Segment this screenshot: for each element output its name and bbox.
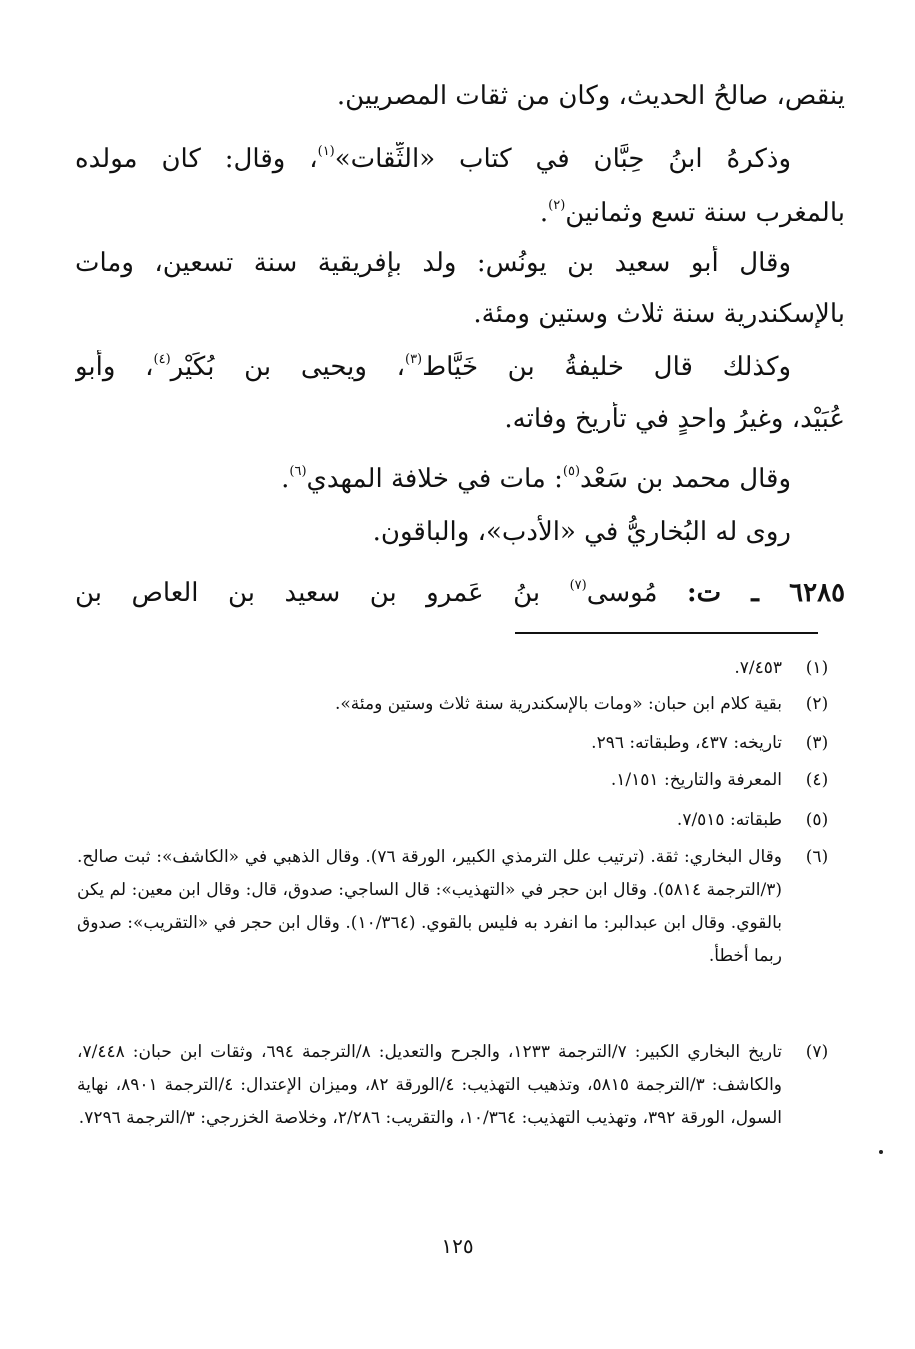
text-segment: وكذلك قال خليفةُ بن خَيَّاط xyxy=(422,352,792,382)
footnote-text: تاريخه: ٤٣٧، وطبقاته: ٢٩٦. xyxy=(591,733,782,753)
main-text-line-5 xyxy=(75,297,845,331)
text-segment: بنُ عَمرو بن سعيد بن العاص بن xyxy=(75,578,541,608)
text-segment: . xyxy=(281,464,290,494)
footnote-2 xyxy=(77,688,837,721)
text-segment: : مات في خلافة المهدي xyxy=(306,464,563,494)
text-segment: بالمغرب سنة تسع وثمانين xyxy=(565,198,845,228)
footnote-number: (٢) xyxy=(805,694,829,714)
text-segment: ينقص، صالحُ الحديث، وكان من ثقات المصريين. xyxy=(336,81,845,111)
footnote-7 xyxy=(77,1036,837,1135)
footnote-text: وقال البخاري: ثقة. (ترتيب علل الترمذي الكبير، الورقة ٧٦). وقال الذهبي في «الكاشف»: ثبت صالح. (٣/الترجمة ٥٨١٤). وقال ابن حجر في «التهذيب»: قال الساجي: صدوق، قال: وقال ابن معين: لم يكن بالقوي. وقال ابن عبدالبر: ما انفرد به فليس بالقوي. (١٠/٣٦٤). وقال ابن حجر في «التقريب»: صدوق ربما أخطأ. xyxy=(77,847,783,966)
text-segment: ، ويحيى بن بُكَيْر xyxy=(170,352,405,382)
main-text-line-7 xyxy=(75,402,845,436)
main-text-line-10 xyxy=(75,576,845,610)
scan-dot xyxy=(879,1150,883,1154)
footnote-number: (١) xyxy=(805,658,829,678)
footnote-number: (٧) xyxy=(805,1042,829,1062)
main-text-line-3 xyxy=(75,196,845,230)
footnote-6 xyxy=(77,841,837,973)
text-segment: وقال محمد بن سَعْد xyxy=(580,464,791,494)
text-segment: وذكرهُ ابنُ حِبَّان في كتاب «الثِّقات» xyxy=(334,144,791,174)
footnote-number: (٥) xyxy=(805,810,829,830)
footnote-3 xyxy=(77,727,837,760)
footnote-number: (٣) xyxy=(805,733,829,753)
main-text-line-4 xyxy=(75,246,845,280)
footnote-ref-2[interactable]: (٢) xyxy=(548,198,566,213)
footnote-5 xyxy=(77,804,837,837)
footnote-separator xyxy=(515,632,818,634)
page-number: ١٢٥ xyxy=(441,1234,474,1258)
footnote-ref-1[interactable]: (١) xyxy=(317,144,335,159)
text-segment: وقال أبو سعيد بن يونُس: ولد بإفريقية سنة تسعين، ومات xyxy=(75,248,791,278)
text-segment: . xyxy=(539,198,549,228)
footnote-text: تاريخ البخاري الكبير: ٧/الترجمة ١٢٣٣، والجرح والتعديل: ٨/الترجمة ٦٩٤، وثقات ابن حبان: ٧/٤٤٨، والكاشف: ٣/الترجمة ٥٨١٥، وتذهيب التهذيب: ٤/الورقة ٨٢، وميزان الإعتدال: ٤/الترجمة ٨٩٠١، نهاية السول، الورقة ٣٩٢، وتهذيب التهذيب: ١٠/٣٦٤، والتقريب: ٢/٢٨٦، وخلاصة الخزرجي: ٣/الترجمة ٧٢٩٦. xyxy=(77,1042,783,1128)
main-text-line-9 xyxy=(75,515,845,549)
footnote-ref-6[interactable]: (٦) xyxy=(289,464,307,479)
footnote-ref-7[interactable]: (٧) xyxy=(569,578,587,593)
footnote-ref-3[interactable]: (٣) xyxy=(404,352,423,367)
text-segment: ، وقال: كان مولده xyxy=(75,144,318,174)
footnote-ref-5[interactable]: (٥) xyxy=(562,464,581,479)
footnote-text: طبقاته: ٧/٥١٥. xyxy=(676,810,782,830)
footnote-1 xyxy=(77,652,837,685)
footnote-ref-4[interactable]: (٤) xyxy=(153,352,171,367)
text-segment: مُوسى xyxy=(586,578,658,608)
footnote-text: ٧/٤٥٣. xyxy=(734,658,782,678)
footnote-4 xyxy=(77,764,837,797)
footnote-text: بقية كلام ابن حبان: «ومات بالإسكندرية سنة ثلاث وستين ومئة». xyxy=(334,694,782,714)
main-text-line-8 xyxy=(75,462,845,496)
footnote-text: المعرفة والتاريخ: ١/١٥١. xyxy=(610,770,782,790)
text-segment: روى له البُخاريُّ في «الأدب»، والباقون. xyxy=(372,517,791,547)
main-text-line-1 xyxy=(75,79,845,113)
entry-number: ٦٢٨٥ ـ ت: xyxy=(687,578,845,608)
text-segment: بالإسكندرية سنة ثلاث وستين ومئة. xyxy=(473,299,845,329)
text-segment: عُبَيْد، وغيرُ واحدٍ في تأريخ وفاته. xyxy=(504,404,845,434)
main-text-line-2 xyxy=(75,142,845,176)
text-segment: ، وأبو xyxy=(75,352,154,382)
main-text-line-6 xyxy=(75,350,845,384)
footnote-number: (٦) xyxy=(805,847,829,867)
footnote-number: (٤) xyxy=(805,770,829,790)
